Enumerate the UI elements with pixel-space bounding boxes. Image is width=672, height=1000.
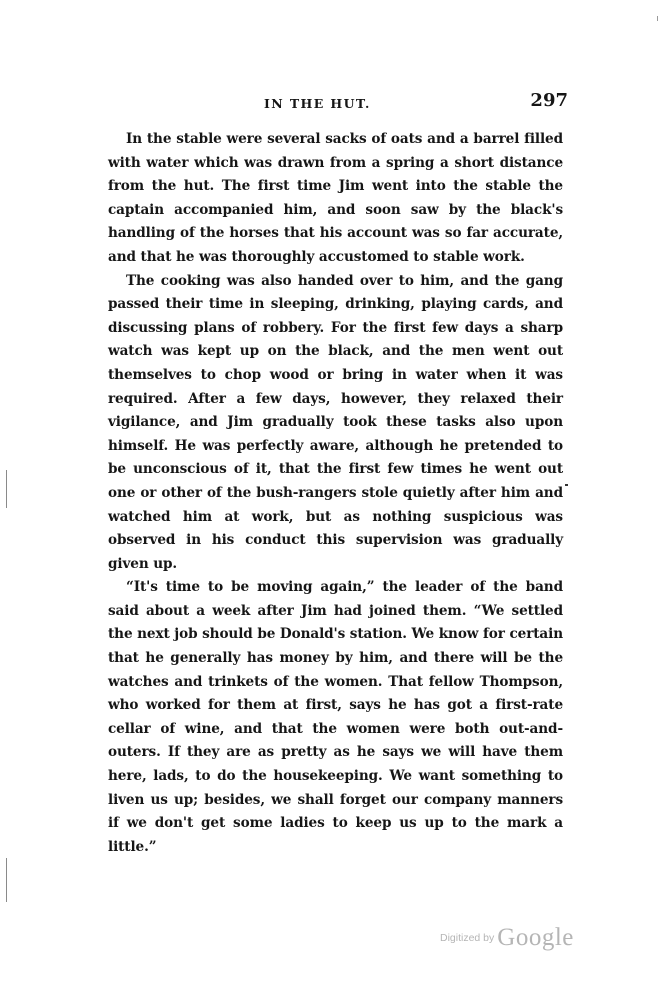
body-text xyxy=(108,128,563,859)
paragraph: “It's time to be moving again,” the leader of the band said about a week after Jim had joined them. “We settled the next job should be Donald's station. We know for certain that he generally has money by him, and there will be the watches and trinkets of the women. That fellow Thompson, who worked for them at first, says he has got a first-rate cellar of wine, and that the women were both out-and-outers. If they are as pretty as he says we will have them here, lads, to do the housekeeping. We want something to liven us up; besides, we shall forget our company manners if we don't get some ladies to keep us up to the mark a little.” xyxy=(108,579,563,855)
running-head: IN THE HUT. xyxy=(264,96,371,111)
digitized-watermark xyxy=(440,924,574,952)
paragraph: In the stable were several sacks of oats and a barrel filled with water which was drawn from a spring a short distance from the hut. The first time Jim went into the stable the captain accompanied him, and soon saw by the black's handling of the horses that his account was so far accurate, and that he was thoroughly accustomed to stable work. xyxy=(108,131,563,265)
page-header xyxy=(108,90,570,114)
paragraph: The cooking was also handed over to him, and the gang passed their time in sleeping, drinking, playing cards, and discussing plans of robbery. For the first few days a sharp watch was kept up on the black, and the men went out themselves to chop wood or bring in water when it was required. After a few days, however, they relaxed their vigilance, and Jim gradually took these tasks also upon himself. He was perfectly aware, although he pretended to be unconscious of it, that the first few times he went out one or other of the bush-rangers stole quietly after him and watched him at work, but as nothing suspicious was observed in his conduct this supervision was gradually given up. xyxy=(108,272,563,572)
google-logo: Google xyxy=(497,924,574,951)
scan-artifact xyxy=(6,470,7,508)
scan-artifact xyxy=(565,484,568,486)
scan-artifact xyxy=(657,16,658,21)
page-number: 297 xyxy=(530,90,568,111)
watermark-prefix: Digitized by xyxy=(440,932,495,944)
scan-artifact xyxy=(6,858,7,902)
